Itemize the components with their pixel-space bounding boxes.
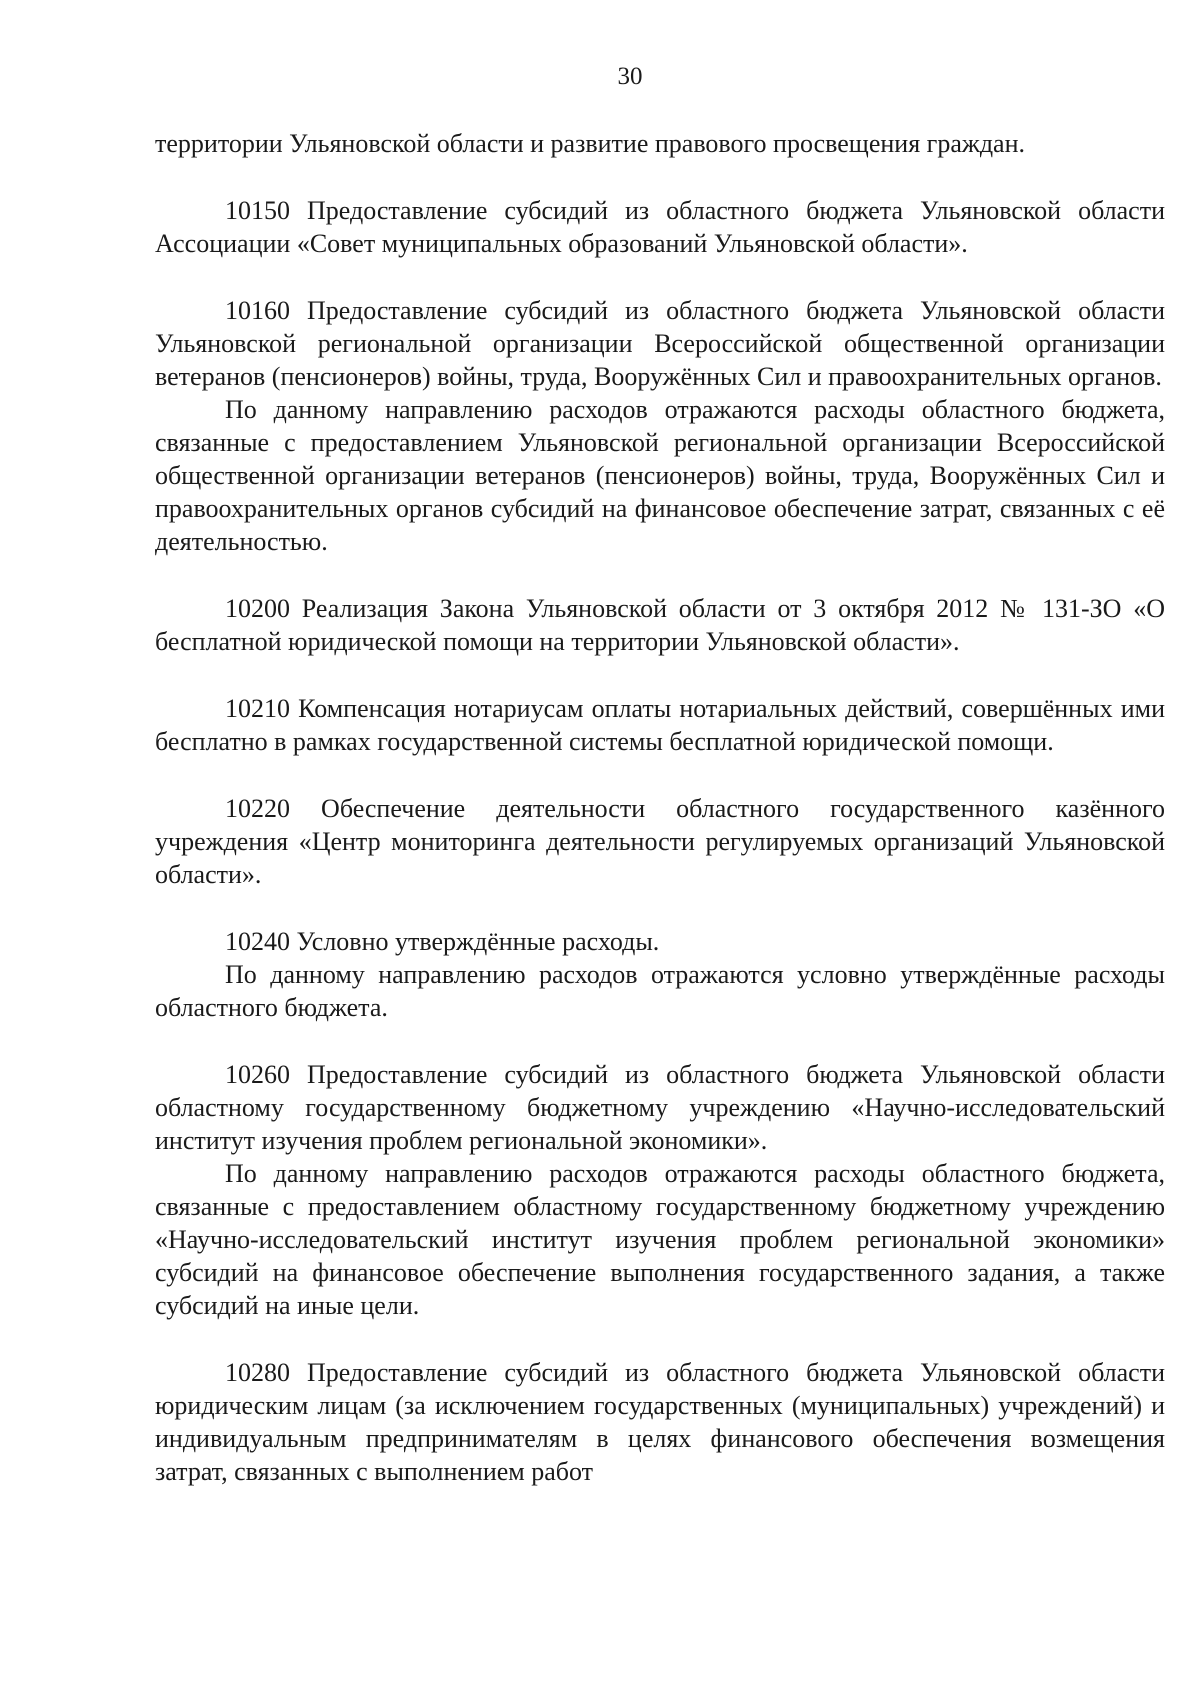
text-block-10200: [155, 592, 1165, 658]
paragraph: 10210 Компенсация нотариусам оплаты нотариальных действий, совершённых ими бесплатно в рамках государственной системы бесплатной юридической помощи.: [155, 694, 1165, 756]
text-block-10160: [155, 294, 1165, 558]
text-block-10280: [155, 1356, 1165, 1488]
page-number: 30: [617, 63, 643, 90]
text-block-10240: [155, 925, 1165, 1024]
paragraph: 10260 Предоставление субсидий из областного бюджета Ульяновской области областному государственному бюджетному учреждению «Научно-исследовательский институт изучения проблем региональной экономики».: [155, 1060, 1165, 1155]
text-block-continuation: [155, 127, 1165, 160]
text-block-10150: [155, 194, 1165, 260]
paragraph: 10280 Предоставление субсидий из областного бюджета Ульяновской области юридическим лицам (за исключением государственных (муниципальных) учреждений) и индивидуальным предпринимателям в целях финансового обеспечения возмещения затрат, связанных с выполнением работ: [155, 1358, 1165, 1486]
paragraph: 10240 Условно утверждённые расходы.: [225, 927, 660, 956]
paragraph: 10160 Предоставление субсидий из областного бюджета Ульяновской области Ульяновской региональной организации Всероссийской общественной организации ветеранов (пенсионеров) войны, труда, Вооружённых Сил и правоохранительных органов.: [155, 296, 1165, 391]
text-block-10260: [155, 1058, 1165, 1322]
document-body: [155, 127, 1165, 1488]
text-block-10220: [155, 792, 1165, 891]
text-block-10210: [155, 692, 1165, 758]
paragraph: 10150 Предоставление субсидий из областного бюджета Ульяновской области Ассоциации «Совет муниципальных образований Ульяновской области».: [155, 196, 1165, 258]
paragraph: По данному направлению расходов отражаются расходы областного бюджета, связанные с предоставлением областному государственному бюджетному учреждению «Научно-исследовательский институт изучения проблем региональной экономики» субсидий на финансовое обеспечение выполнения государственного задания, а также субсидий на иные цели.: [155, 1159, 1165, 1320]
paragraph: По данному направлению расходов отражаются условно утверждённые расходы областного бюджета.: [155, 960, 1165, 1022]
paragraph: По данному направлению расходов отражаются расходы областного бюджета, связанные с предоставлением Ульяновской региональной организации Всероссийской общественной организации ветеранов (пенсионеров) войны, труда, Вооружённых Сил и правоохранительных органов субсидий на финансовое обеспечение затрат, связанных с её деятельностью.: [155, 395, 1165, 556]
paragraph: территории Ульяновской области и развитие правового просвещения граждан.: [155, 129, 1026, 158]
paragraph: 10220 Обеспечение деятельности областного государственного казённого учреждения «Центр мониторинга деятельности регулируемых организаций Ульяновской области».: [155, 794, 1165, 889]
paragraph: 10200 Реализация Закона Ульяновской области от 3 октября 2012 № 131-ЗО «О бесплатной юридической помощи на территории Ульяновской области».: [155, 594, 1165, 656]
